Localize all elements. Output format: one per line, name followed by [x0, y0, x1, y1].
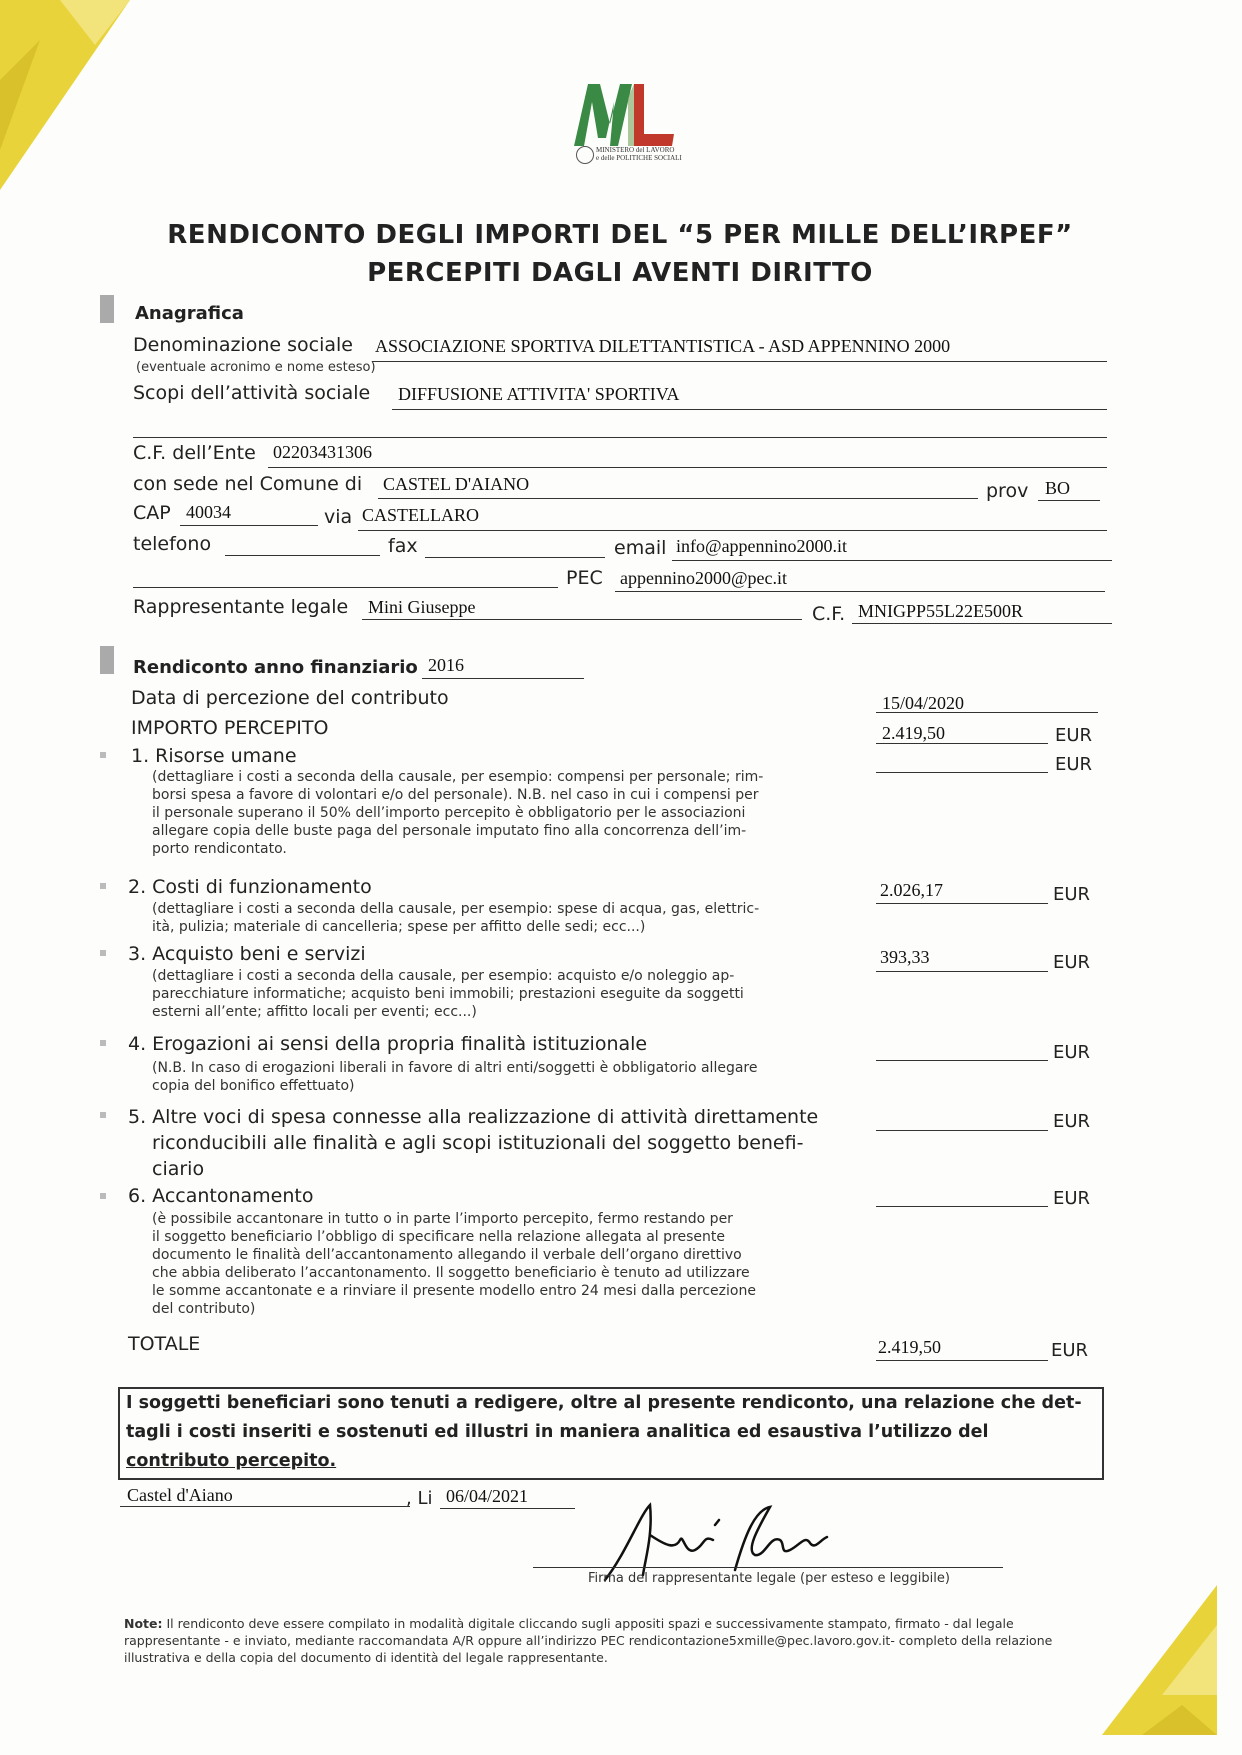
rapp-cf-underline: [852, 623, 1112, 624]
rendiconto-heading: Rendiconto anno finanziario: [133, 657, 418, 678]
item-3-amount-field[interactable]: 393,33: [880, 947, 930, 967]
document-title-line2: PERCEPITI DAGLI AVENTI DIRITTO: [367, 258, 873, 288]
importo-underline: [876, 743, 1048, 744]
item-2-amount-field[interactable]: 2.026,17: [880, 880, 943, 900]
cap-field[interactable]: 40034: [186, 502, 231, 522]
totale-underline: [876, 1360, 1048, 1361]
importo-percepito-field[interactable]: 2.419,50: [882, 723, 945, 743]
currency-label: EUR: [1051, 1340, 1089, 1361]
item-bullet: [100, 1193, 106, 1199]
section-marker: [100, 646, 114, 674]
currency-label: EUR: [1053, 952, 1091, 973]
cf-ente-underline: [268, 467, 1107, 468]
via-underline: [358, 530, 1107, 531]
data-percezione-label: Data di percezione del contributo: [131, 687, 449, 709]
scopi-underline-2: [133, 437, 1107, 438]
email-field[interactable]: info@appennino2000.it: [676, 536, 848, 556]
item-3-title: 3. Acquisto beni e servizi: [128, 943, 366, 965]
prov-underline: [1038, 500, 1100, 501]
currency-label: EUR: [1053, 1111, 1091, 1132]
email-underline: [672, 560, 1112, 561]
item-3-description: (dettagliare i costi a seconda della causale, per esempio: acquisto e/o noleggio ap- parecchiature informatiche; acquisto beni immobili; prestazioni eseguite da soggetti esterni all’ente; affitto locali per eventi; ecc...): [152, 968, 744, 1020]
cf-ente-field[interactable]: 02203431306: [273, 442, 372, 462]
scopi-label: Scopi dell’attività sociale: [133, 382, 371, 404]
republic-emblem-icon: [576, 146, 594, 164]
currency-label: EUR: [1053, 884, 1091, 905]
footer-note: Note: Il rendiconto deve essere compilato in modalità digitale cliccando sugli appositi spazi e successivamente stampato, firmato - dal legale rappresentante - e inviato, mediante raccomandata A/R oppure all’indirizzo PEC rendicontazione5xmille@pec.lavoro.gov.it- completo della relazione illustrativa e della copia del documento di identità del legale rappresentante.: [124, 1616, 1053, 1665]
logo-caption: MINISTERO del LAVORO e delle POLITICHE SOCIALI: [596, 146, 682, 162]
rappresentante-label: Rappresentante legale: [133, 596, 349, 618]
corner-decoration-bottom-right: [1102, 1585, 1217, 1735]
denominazione-hint: (eventuale acronimo e nome esteso): [136, 360, 376, 375]
totale-label: TOTALE: [128, 1333, 201, 1355]
via-label: via: [324, 506, 353, 528]
notice-top-border: [118, 1387, 1104, 1389]
notice-box: I soggetti beneficiari sono tenuti a redigere, oltre al presente rendiconto, una relazione che det- tagli i costi inseriti e sostenuti ed illustri in maniera analitica ed esaustiva l’utilizzo del contributo percepito.: [118, 1387, 1104, 1480]
prov-label: prov: [986, 480, 1029, 502]
item-4-amount-field[interactable]: [876, 1060, 1048, 1061]
rappresentante-field[interactable]: Mini Giuseppe: [368, 597, 476, 617]
currency-label: EUR: [1055, 754, 1093, 775]
importo-percepito-label: IMPORTO PERCEPITO: [131, 717, 329, 739]
telefono-label: telefono: [133, 533, 212, 555]
item-2-title: 2. Costi di funzionamento: [128, 876, 372, 898]
denominazione-underline: [372, 361, 1107, 362]
comune-field[interactable]: CASTEL D'AIANO: [383, 474, 530, 494]
data-firma-field[interactable]: 06/04/2021: [446, 1486, 529, 1506]
scopi-underline: [392, 409, 1107, 410]
item-bullet: [100, 1112, 106, 1118]
item-1-description: (dettagliare i costi a seconda della causale, per esempio: compensi per personale; rim- borsi spesa a favore di volontari e/o del personale). N.B. nel caso in cui i compensi per il personale superano il 50% dell’importo percepito è obbligatorio per le associazioni allegare copia delle buste paga del personale imputato fino alla concorrenza dell’im- porto rendicontato.: [152, 769, 764, 857]
item-1-amount-field[interactable]: [876, 772, 1048, 773]
item-bullet: [100, 950, 106, 956]
prov-field[interactable]: BO: [1045, 478, 1071, 498]
luogo-underline: [120, 1506, 410, 1507]
luogo-field[interactable]: Castel d'Aiano: [127, 1485, 233, 1505]
pec-underline: [615, 591, 1105, 592]
item-5-title: 5. Altre voci di spesa connesse alla realizzazione di attività direttamente riconducibili alle finalità e agli scopi istituzionali del soggetto benefi- ciario: [128, 1106, 819, 1180]
item-6-title: 6. Accantonamento: [128, 1185, 314, 1207]
totale-field[interactable]: 2.419,50: [878, 1337, 941, 1357]
comune-label: con sede nel Comune di: [133, 473, 363, 495]
email-label: email: [614, 537, 667, 559]
denominazione-label: Denominazione sociale: [133, 334, 353, 356]
telefono-field[interactable]: [225, 555, 380, 556]
fax-field[interactable]: [425, 557, 605, 558]
fax-label: fax: [388, 535, 418, 557]
rapp-cf-field[interactable]: MNIGPP55L22E500R: [858, 601, 1024, 621]
signature-caption: Firma del rappresentante legale (per esteso e leggibile): [588, 1571, 950, 1586]
data-percezione-underline: [876, 712, 1098, 713]
pec-field[interactable]: appennino2000@pec.it: [620, 568, 788, 588]
item-2-description: (dettagliare i costi a seconda della causale, per esempio: spese di acqua, gas, elettric- ità, pulizia; materiale di cancelleria; spese per affitto delle sedi; ecc...): [152, 901, 760, 935]
li-label: , Li: [406, 1488, 433, 1509]
denominazione-field[interactable]: ASSOCIAZIONE SPORTIVA DILETTANTISTICA - ASD APPENNINO 2000: [375, 336, 951, 356]
item-4-description: (N.B. In caso di erogazioni liberali in favore di altri enti/soggetti è obbligatorio allegare copia del bonifico effettuato): [152, 1060, 758, 1094]
cf-ente-label: C.F. dell’Ente: [133, 442, 256, 464]
item-3-underline: [876, 971, 1048, 972]
rapp-cf-label: C.F.: [812, 603, 846, 625]
anagrafica-heading: Anagrafica: [135, 303, 244, 324]
via-field[interactable]: CASTELLARO: [362, 505, 479, 525]
currency-label: EUR: [1053, 1042, 1091, 1063]
item-6-amount-field[interactable]: [876, 1206, 1048, 1207]
pec-label: PEC: [566, 567, 603, 589]
comune-underline: [378, 498, 978, 499]
item-4-title: 4. Erogazioni ai sensi della propria finalità istituzionale: [128, 1033, 648, 1055]
item-bullet: [100, 883, 106, 889]
item-5-amount-field[interactable]: [876, 1130, 1048, 1131]
anno-field[interactable]: 2016: [428, 655, 464, 675]
signature-field[interactable]: [533, 1567, 1003, 1568]
item-1-title: 1. Risorse umane: [131, 745, 297, 767]
corner-decoration-top-left: [0, 0, 130, 190]
section-marker: [100, 295, 114, 323]
data-percezione-field[interactable]: 15/04/2020: [882, 693, 965, 713]
item-2-underline: [876, 903, 1048, 904]
item-6-description: (è possibile accantonare in tutto o in parte l’importo percepito, fermo restando per il soggetto beneficiario l’obbligo di specificare nella relazione allegata al presente documento le finalità dell’accantonamento allegando il verbale dell’organo direttivo che abbia deliberato l’accantonamento. Il soggetto beneficiario è tenuto ad utilizzare le somme accantonate e a rinviare il presente modello entro 24 mesi dalla percezione del contributo): [152, 1211, 756, 1317]
scopi-field[interactable]: DIFFUSIONE ATTIVITA' SPORTIVA: [398, 384, 680, 404]
cap-underline: [180, 525, 318, 526]
email-extra-field[interactable]: [133, 587, 558, 588]
item-bullet: [100, 752, 106, 758]
currency-label: EUR: [1053, 1188, 1091, 1209]
item-bullet: [100, 1040, 106, 1046]
data-firma-underline: [440, 1508, 575, 1509]
cap-label: CAP: [133, 502, 171, 524]
rappresentante-underline: [362, 619, 802, 620]
anno-underline: [422, 678, 584, 679]
document-title-line1: RENDICONTO DEGLI IMPORTI DEL “5 PER MILLE DELL’IRPEF”: [167, 220, 1073, 250]
currency-label: EUR: [1055, 725, 1093, 746]
